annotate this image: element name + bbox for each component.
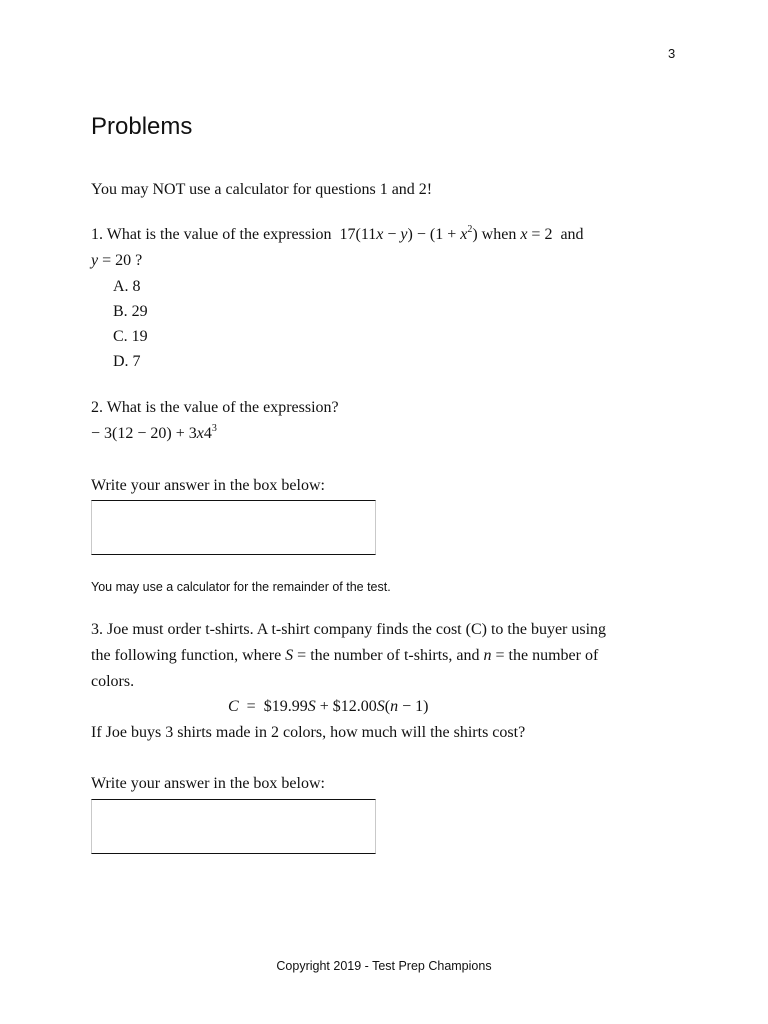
question-1-when: when	[481, 226, 517, 243]
question-1-choice-d: D. 7	[113, 353, 141, 370]
calculator-allowed-note: You may use a calculator for the remainder of the test.	[91, 580, 391, 594]
question-1-condition-x: x = 2	[520, 226, 553, 243]
question-3-line-2: the following function, where S = the number of t-shirts, and n = the number of	[91, 647, 599, 664]
question-3-line-1: 3. Joe must order t-shirts. A t-shirt company finds the cost (C) to the buyer using	[91, 621, 607, 638]
question-1-line-1	[91, 226, 584, 244]
copyright-footer: Copyright 2019 - Test Prep Champions	[276, 959, 492, 973]
page-number: 3	[668, 46, 676, 61]
answer-box-2[interactable]	[91, 799, 376, 854]
answer-prompt-1: Write your answer in the box below:	[91, 477, 325, 494]
question-1-choice-b: B. 29	[113, 303, 148, 320]
question-2-prompt: 2. What is the value of the expression?	[91, 399, 339, 416]
question-1-choice-c: C. 19	[113, 328, 148, 345]
question-2-expression: − $3(12 - 20) + 3x4^3$	[91, 423, 217, 442]
question-1-and: and	[560, 226, 584, 243]
question-1-expression: $17(11x - y) - (1 + x^2)$	[339, 224, 478, 243]
question-1-prefix: 1. What is the value of the expression	[91, 226, 332, 243]
page-title: Problems	[91, 113, 193, 140]
cost-formula: C = $19.99S + $12.00S(n − 1)	[228, 698, 429, 715]
question-1-condition-y: y = 20 ?	[91, 252, 143, 269]
calculator-restriction-text: You may NOT use a calculator for questions 1 and 2!	[91, 181, 433, 198]
answer-box-1[interactable]	[91, 500, 376, 555]
answer-prompt-2: Write your answer in the box below:	[91, 775, 325, 792]
question-1-choice-a: A. 8	[113, 278, 141, 295]
question-3-line-3: colors.	[91, 673, 135, 690]
question-3-question: If Joe buys 3 shirts made in 2 colors, how much will the shirts cost?	[91, 724, 526, 741]
